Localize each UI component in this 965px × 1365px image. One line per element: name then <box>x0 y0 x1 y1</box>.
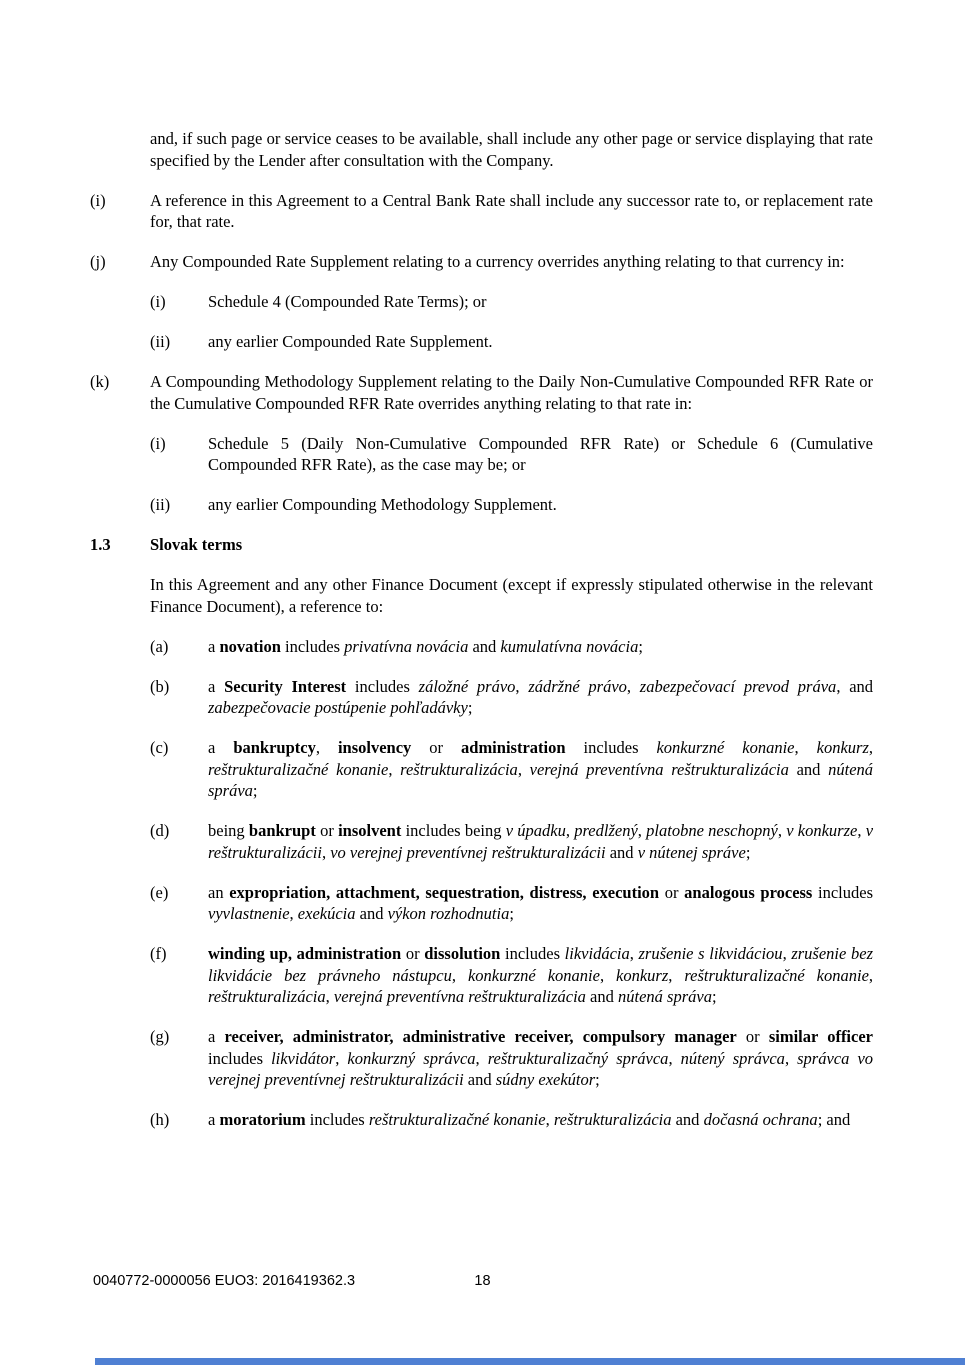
paragraph-text <box>208 738 873 800</box>
list-item <box>90 251 873 273</box>
list-marker: (ii) <box>150 332 171 351</box>
list-item <box>90 943 873 1008</box>
text-run: , <box>545 1110 554 1129</box>
text-run: includes being <box>401 821 506 840</box>
text-run: , and <box>836 676 874 696</box>
text-run: reštrukturalizačné konanie <box>684 965 869 985</box>
text-run: ; <box>467 698 473 717</box>
text-run: includes <box>208 1048 272 1068</box>
text-run: a <box>208 676 225 696</box>
text-run: ; <box>745 842 751 862</box>
text-run: novation <box>219 636 281 656</box>
text-run: analogous process <box>684 882 813 902</box>
paragraph-text <box>208 1110 850 1129</box>
text-run: ; and <box>817 1110 851 1129</box>
text-run: ; <box>595 1070 600 1089</box>
text-run: reštrukturalizácia <box>553 1110 672 1129</box>
text-run: ; <box>509 904 514 923</box>
list-item <box>90 737 873 802</box>
text-run: , <box>629 944 639 963</box>
text-run: kumulatívna novácia <box>500 636 639 656</box>
text-run: reštrukturalizácia <box>400 759 518 779</box>
text-run: nútený správca <box>680 1048 785 1068</box>
text-run: or <box>411 738 462 757</box>
list-item <box>90 371 873 414</box>
list-marker: (k) <box>90 372 110 391</box>
text-run: an <box>208 882 230 902</box>
text-run: insolvency <box>337 738 412 757</box>
text-run: reštrukturalizačný správca <box>487 1048 669 1068</box>
text-run: similar officer <box>768 1027 873 1046</box>
paragraph-text <box>208 944 873 1006</box>
list-item <box>90 882 873 925</box>
text-run: konkurzné konanie <box>467 965 600 985</box>
text-run: or <box>315 821 339 840</box>
list-marker: (i) <box>150 292 166 311</box>
text-run: In this Agreement and any other Finance Document (except if expressly stipulated otherwise in the relevant Finance Document), a reference to: <box>150 575 873 616</box>
list-item <box>90 494 873 516</box>
text-run: any earlier Compounding Methodology Supplement. <box>208 495 557 514</box>
text-run: administration <box>461 738 566 757</box>
text-run: , <box>868 965 874 985</box>
text-run: výkon rozhodnutia <box>387 904 510 923</box>
text-run: verejná preventívna reštrukturalizácia <box>529 759 789 779</box>
text-run: a <box>208 1027 225 1046</box>
text-run: Schedule 4 (Compounded Rate Terms); or <box>208 292 487 311</box>
text-run: Any Compounded Rate Supplement relating to a currency overrides anything relating to that currency in: <box>150 252 845 271</box>
text-run: , <box>668 1048 681 1068</box>
text-run: includes <box>305 1110 369 1129</box>
text-run: includes <box>280 636 345 656</box>
text-run: , <box>784 1048 798 1068</box>
text-run: includes <box>812 882 873 902</box>
text-run: , <box>517 759 530 779</box>
text-run: v reštrukturalizácii <box>208 821 874 862</box>
list-item <box>90 820 873 863</box>
paragraph-text <box>208 883 873 924</box>
text-run: Schedule 5 (Daily Non-Cumulative Compounded RFR Rate) or Schedule 6 (Cumulative Compounded RFR Rate), as the case may be; or <box>208 433 873 474</box>
text-run: dočasná ochrana <box>703 1110 818 1129</box>
section-number: 1.3 <box>90 535 111 554</box>
text-run: zrušenie bez likvidácie bez právneho nástupcu <box>208 944 873 985</box>
list-marker: (g) <box>150 1027 170 1046</box>
text-run: zabezpečovacie postúpenie pohľadávky <box>208 698 468 717</box>
page-footer <box>0 1272 965 1292</box>
paragraph-text <box>208 1027 873 1089</box>
paragraph-text <box>208 292 487 311</box>
paragraph <box>90 128 873 171</box>
list-item <box>90 291 873 313</box>
list-marker: (c) <box>150 738 169 757</box>
list-item <box>90 636 873 658</box>
text-run: , <box>565 821 575 840</box>
text-run: includes <box>565 738 657 757</box>
text-run: reštrukturalizácia <box>208 987 326 1006</box>
text-run: ; <box>711 987 717 1006</box>
text-run: zrušenie s likvidáciou <box>638 944 783 963</box>
paragraph-text <box>208 332 493 351</box>
text-run: nútená správa <box>618 987 712 1006</box>
list-item <box>90 190 873 233</box>
list-marker: (a) <box>150 636 169 656</box>
list-marker: (h) <box>150 1110 170 1129</box>
list-marker: (f) <box>150 944 167 963</box>
text-run: , <box>515 676 529 696</box>
text-run: , <box>475 1048 488 1068</box>
list-marker: (ii) <box>150 495 171 514</box>
text-run: nútená správa <box>208 759 874 800</box>
text-run: , <box>794 738 817 757</box>
page-number: 18 <box>474 1273 491 1289</box>
text-run: , <box>777 821 787 840</box>
list-item <box>90 1026 873 1091</box>
text-run: vyvlastnenie <box>208 904 290 923</box>
text-run: záložné právo <box>418 676 516 696</box>
text-run: , <box>782 944 792 963</box>
text-run: ; <box>252 781 258 800</box>
text-run: vo verejnej preventívnej reštrukturalizácii <box>330 842 606 862</box>
text-run: , <box>451 965 468 985</box>
text-run: includes <box>500 944 565 963</box>
text-run: , <box>637 821 647 840</box>
text-run: and <box>355 904 388 923</box>
text-run: konkurz <box>816 738 869 757</box>
list-item <box>90 331 873 353</box>
text-run: and <box>605 842 638 862</box>
paragraph <box>90 574 873 617</box>
list-marker: (d) <box>150 821 170 840</box>
text-run: bankrupt <box>248 821 316 840</box>
text-run: privatívna novácia <box>344 636 469 656</box>
text-run: or <box>736 1027 769 1046</box>
text-run: bankruptcy <box>233 738 316 757</box>
text-run: a <box>208 636 220 656</box>
text-run: zabezpečovací prevod práva <box>639 676 837 696</box>
text-run: winding up, administration <box>208 944 402 963</box>
text-run: Slovak terms <box>150 535 243 554</box>
list-item <box>90 1109 873 1131</box>
paragraph-text <box>208 434 873 475</box>
text-run: being <box>208 821 249 840</box>
text-run: and <box>468 636 501 656</box>
text-run: A reference in this Agreement to a Central Bank Rate shall include any successor rate to, or replacement rate for, that rate. <box>150 190 873 231</box>
text-run: or <box>659 882 685 902</box>
text-run: and <box>788 759 829 779</box>
list-item <box>90 433 873 476</box>
paragraph-text <box>208 821 873 862</box>
text-run: reštrukturalizačné konanie <box>208 759 389 779</box>
text-run: , <box>388 759 401 779</box>
text-run: a <box>208 1110 220 1129</box>
text-run: and <box>463 1070 496 1089</box>
document-body <box>90 128 873 1149</box>
section-title <box>150 535 242 554</box>
text-run: includes <box>346 676 419 696</box>
text-run: , <box>289 904 298 923</box>
text-run: , <box>868 738 873 757</box>
text-run: , <box>321 842 331 862</box>
text-run: moratorium <box>219 1110 306 1129</box>
text-run: likvidácia <box>564 944 630 963</box>
text-run: súdny exekútor <box>495 1070 596 1089</box>
text-run: , <box>335 1048 348 1068</box>
text-run: konkurzné konanie <box>656 738 795 757</box>
text-run: v úpadku <box>505 821 566 840</box>
text-run: konkurz <box>616 965 669 985</box>
text-run: v nútenej správe <box>637 842 746 862</box>
text-run: , <box>626 676 640 696</box>
paragraph-text <box>150 252 845 271</box>
section-heading <box>90 534 873 556</box>
document-reference: 0040772-0000056 EUO3: 2016419362.3 <box>93 1273 356 1289</box>
list-item <box>90 676 873 719</box>
text-run: ; <box>638 636 643 656</box>
list-marker: (i) <box>150 433 166 453</box>
text-run: , <box>857 821 866 840</box>
text-run: receiver, administrator, administrative receiver, compulsory manager <box>224 1027 737 1046</box>
paragraph-text <box>208 677 873 718</box>
text-run: and <box>585 987 618 1006</box>
text-run: A Compounding Methodology Supplement relating to the Daily Non-Cumulative Compounded RFR Rate or the Cumulative Compounded RFR Rate overrides anything relating to that rate in: <box>150 372 873 413</box>
text-run: platobne neschopný <box>646 821 778 840</box>
text-run: , <box>668 965 685 985</box>
text-run: a <box>208 738 234 757</box>
text-run: insolvent <box>338 821 402 840</box>
paragraph-text <box>150 191 873 232</box>
text-run: v konkurze <box>786 821 858 840</box>
text-run: , <box>325 987 334 1006</box>
text-run: konkurzný správca <box>347 1048 476 1068</box>
list-marker: (b) <box>150 676 170 696</box>
bottom-edge-bar <box>95 1358 965 1365</box>
text-run: , <box>315 738 338 757</box>
paragraph-text <box>150 575 873 616</box>
text-run: any earlier Compounded Rate Supplement. <box>208 332 493 351</box>
text-run: reštrukturalizačné konanie <box>368 1110 546 1129</box>
text-run: dissolution <box>424 944 501 963</box>
text-run: and, if such page or service ceases to be available, shall include any other page or service displaying that rate specified by the Lender after consultation with the Company. <box>150 129 873 170</box>
text-run: exekúcia <box>297 904 356 923</box>
text-run: Security Interest <box>224 676 347 696</box>
text-run: or <box>401 944 425 963</box>
text-run: predlžený <box>574 821 638 840</box>
text-run: verejná preventívna reštrukturalizácia <box>333 987 586 1006</box>
text-run: expropriation, attachment, sequestration, distress, execution <box>229 882 660 902</box>
list-marker: (e) <box>150 882 169 902</box>
text-run: zádržné právo <box>528 676 627 696</box>
paragraph-text <box>150 372 873 413</box>
list-marker: (j) <box>90 252 106 271</box>
paragraph-text <box>208 637 643 656</box>
paragraph-text <box>208 495 557 514</box>
text-run: likvidátor <box>271 1048 336 1068</box>
list-marker: (i) <box>90 190 106 210</box>
text-run: , <box>599 965 617 985</box>
text-run: správca vo verejnej preventívnej reštrukturalizácii <box>208 1048 874 1089</box>
text-run: and <box>671 1110 704 1129</box>
paragraph-text <box>150 129 873 170</box>
